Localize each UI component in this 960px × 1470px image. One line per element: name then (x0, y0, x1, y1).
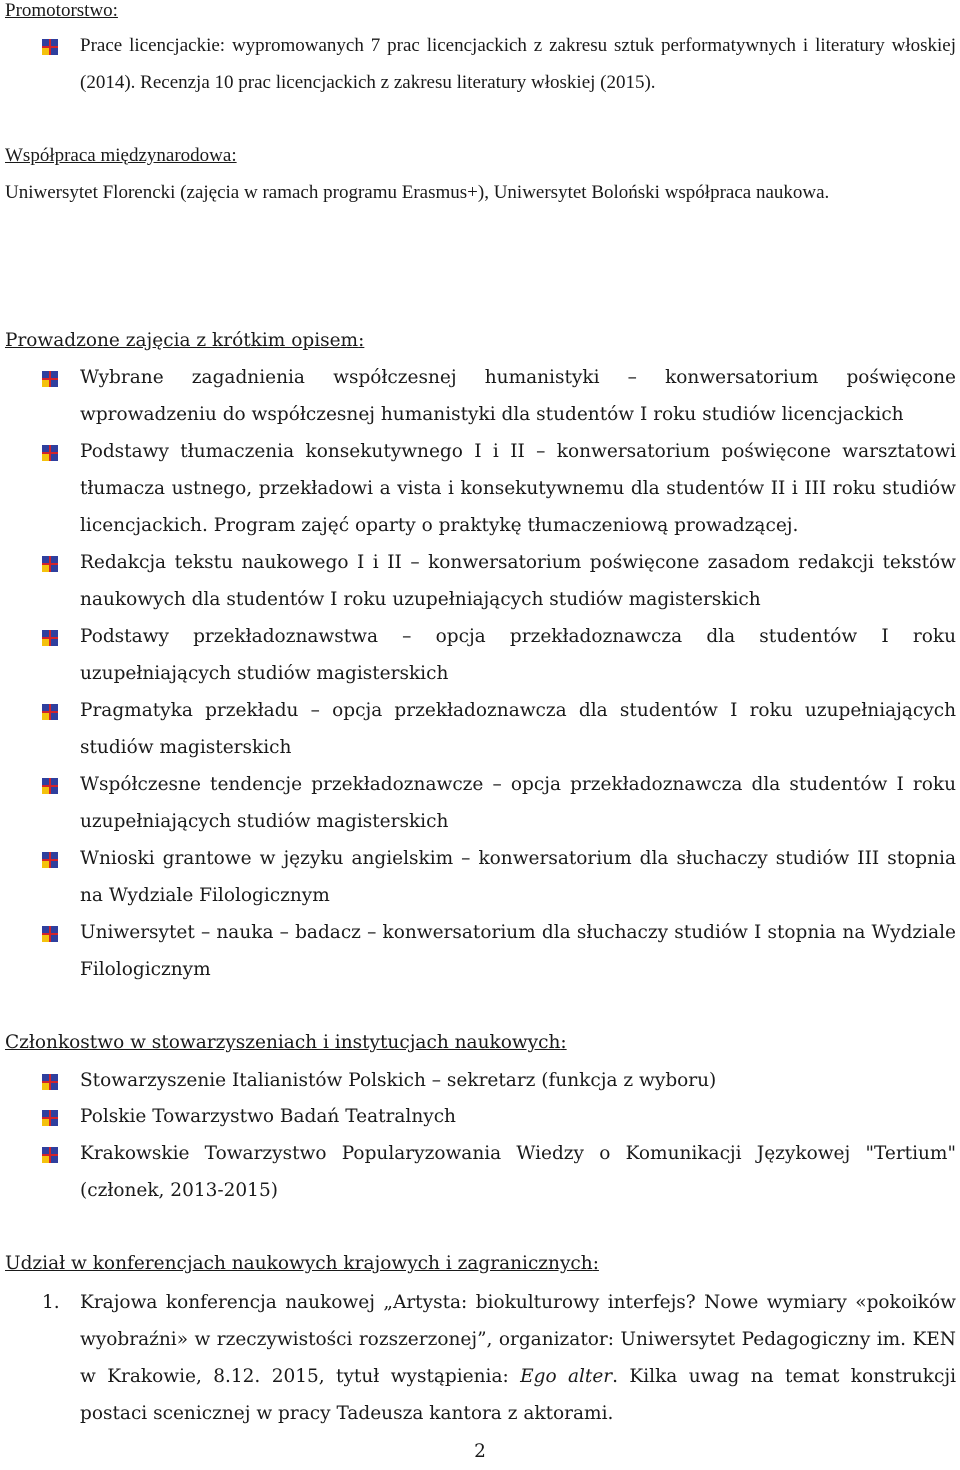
list-item (80, 840, 956, 914)
bullet-icon (42, 778, 58, 794)
paragraph-text: Uniwersytet Florencki (zajęcia w ramach programu Erasmus+), Uniwersytet Boloński współpraca naukowa. (5, 182, 830, 203)
bullet-icon (42, 39, 58, 55)
list-item-text: Wnioski grantowe w języku angielskim – konwersatorium dla słuchaczy studiów III stopnia na Wydziale Filologicznym (80, 848, 956, 906)
list-item (80, 618, 956, 692)
heading-text: Współpraca międzynarodowa: (5, 145, 237, 166)
list-item-text: Krakowskie Towarzystwo Popularyzowania Wiedzy o Komunikacji Językowej "Tertium" (członek, 2013-2015) (80, 1143, 956, 1201)
list-item-text: Współczesne tendencje przekładoznawcze – opcja przekładoznawcza dla studentów I roku uzupełniających studiów magisterskich (80, 774, 956, 832)
list-item (80, 433, 956, 544)
section-heading-konferencje (5, 1253, 599, 1274)
list-item-number: 1. (42, 1292, 60, 1313)
heading-text: Udział w konferencjach naukowych krajowych i zagranicznych (5, 1253, 593, 1274)
list-item (80, 1062, 956, 1099)
list-item (80, 359, 956, 433)
list-item-text: Pragmatyka przekładu – opcja przekładoznawcza dla studentów I roku uzupełniających studiów magisterskich (80, 700, 956, 758)
heading-colon: : (560, 1032, 567, 1053)
list-item-text: Podstawy przekładoznawstwa – opcja przekładoznawcza dla studentów I roku uzupełniających studiów magisterskich (80, 626, 956, 684)
section-heading-promotorstwo (5, 0, 118, 22)
paragraph-wspolpraca (5, 174, 957, 211)
bullet-icon (42, 1147, 58, 1163)
list-item (80, 544, 956, 618)
page-number: 2 (474, 1441, 486, 1462)
section-heading-czlonkostwo (5, 1032, 567, 1053)
list-item-text-before: Krajowa konferencja naukowej „Artysta: biokulturowy interfejs? Nowe wymiary «pokoików wyobraźni» w rzeczywistości rozszerzonej”, organizator: Uniwersytet Pedagogiczny im. KEN w Krakowie, 8.12. 2015, tytuł wystąpienia: (80, 1292, 956, 1387)
list-item-text: Redakcja tekstu naukowego I i II – konwersatorium poświęcone zasadom redakcji tekstów naukowych dla studentów I roku uzupełniających studiów magisterskich (80, 552, 956, 610)
list-item-text-italic: Ego alter (520, 1366, 613, 1387)
bullet-icon (42, 926, 58, 942)
list-item-text: Wybrane zagadnienia współczesnej humanistyki – konwersatorium poświęcone wprowadzeniu do współczesnej humanistyki dla studentów I roku studiów licencjackich (80, 367, 956, 425)
heading-colon: : (358, 330, 365, 351)
list-item (80, 1135, 956, 1209)
list-item-text-after: . Kilka uwag na temat konstrukcji postaci scenicznej w pracy Tadeusza kantora z aktorami. (80, 1366, 956, 1424)
list-item (80, 27, 956, 101)
list-item-text: Podstawy tłumaczenia konsekutywnego I i II – konwersatorium poświęcone warsztatowi tłumacza ustnego, przekładowi a vista i konsekutywnemu dla studentów II i III roku studiów licencjackich. Program zajęć oparty o praktykę tłumaczeniową prowadzącej. (80, 441, 956, 536)
bullet-icon (42, 1074, 58, 1090)
bullet-icon (42, 852, 58, 868)
section-heading-zajecia (5, 330, 364, 351)
list-item-text: Stowarzyszenie Italianistów Polskich – sekretarz (funkcja z wyboru) (80, 1070, 717, 1091)
list-item-text: Polskie Towarzystwo Badań Teatralnych (80, 1106, 456, 1127)
heading-text: Członkostwo w stowarzyszeniach i instytucjach naukowych (5, 1032, 561, 1053)
heading-text: Prowadzone zajęcia z krótkim opisem (5, 330, 359, 351)
heading-colon: : (592, 1253, 599, 1274)
bullet-icon (42, 704, 58, 720)
bullet-icon (42, 630, 58, 646)
bullet-icon (42, 1110, 58, 1126)
list-item-text: Prace licencjackie: wypromowanych 7 prac licencjackich z zakresu sztuk performatywnych i literatury włoskiej (2014). Recenzja 10 prac licencjackich z zakresu literatury włoskiej (2015). (80, 35, 956, 93)
section-heading-wspolpraca (5, 145, 237, 167)
list-item (80, 914, 956, 988)
bullet-icon (42, 371, 58, 387)
list-item-text: Uniwersytet – nauka – badacz – konwersatorium dla słuchaczy studiów I stopnia na Wydziale Filologicznym (80, 922, 956, 980)
heading-text: Promotorstwo: (5, 0, 118, 21)
list-item (80, 692, 956, 766)
list-item (80, 1098, 956, 1135)
numbered-list-item (42, 1284, 956, 1432)
bullet-icon (42, 556, 58, 572)
list-item (80, 766, 956, 840)
bullet-icon (42, 445, 58, 461)
